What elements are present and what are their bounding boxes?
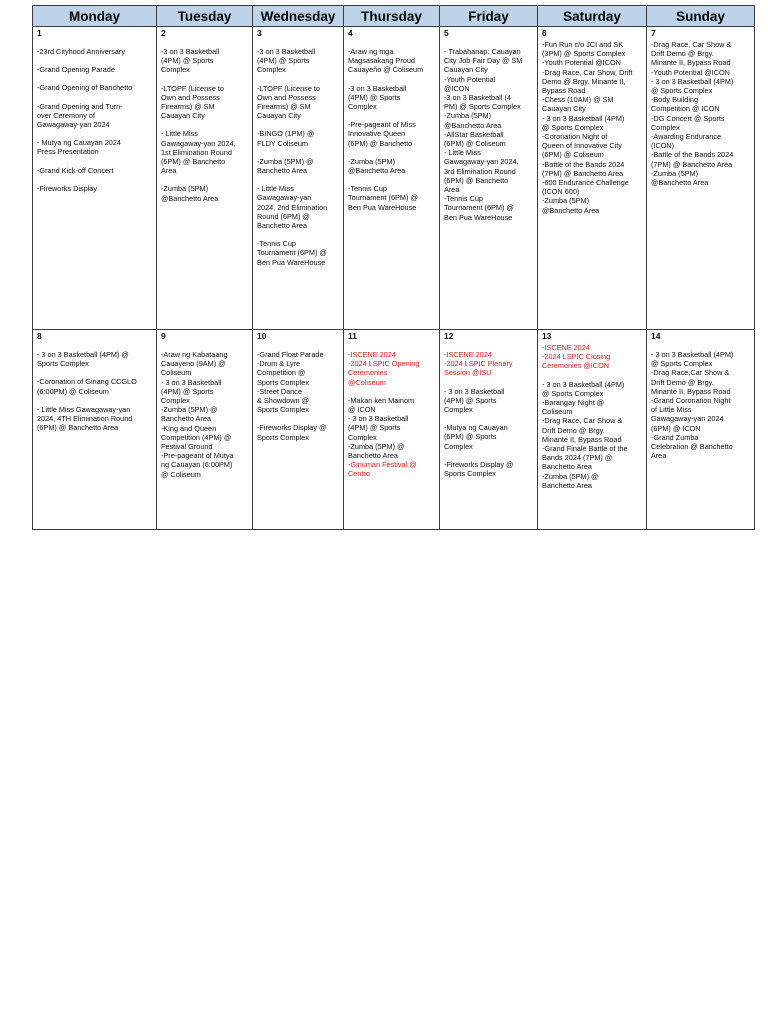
day-number: 14 [651, 331, 661, 341]
event-item: -Drag Race,Car Show & Drift Demo @ Brgy. Minante II, Bypass Road [651, 368, 731, 396]
event-item: - 3 on 3 Basketball (4PM) @ Sports Complex [444, 386, 505, 415]
event-item: - Little Miss Gawagaway-yan 2024, 3rd Elimination Round (6PM) @ Banchetto Area [444, 148, 519, 195]
event-item: -AllStar Basketball (6PM) @ Coliseum [444, 129, 506, 149]
event-item: -Araw ng mga Magsasakang Proud Cauayeño @ Coliseum [348, 47, 424, 75]
day-header-row [33, 6, 755, 27]
event-item: -Ginuman Festival @ Centro [348, 460, 417, 479]
day-number: 5 [444, 28, 449, 38]
event-item: -3 on 3 Basketball (4 PM) @ Sports Complex [444, 93, 521, 112]
event-item: -Chess (10AM) @ SM Cauayan City [542, 95, 614, 114]
day-header-thursday: Thursday [344, 6, 440, 27]
day-cell [157, 27, 253, 330]
event-item: -Fun Run c/o JCI and SK (3PM) @ Sports Complex [542, 40, 626, 59]
event-item: -Drag Race, Car Show & Drift Demo @ Brgy. Minante II, Bypass Road [651, 40, 732, 68]
day-number: 3 [257, 28, 262, 38]
event-item: -Drum & Lyre Competition @ Sports Complex [257, 359, 309, 387]
event-item: -ISCENE 2024 [348, 350, 396, 359]
day-cell [344, 330, 440, 530]
event-item: -2024 LSPIC Closing Ceremonies @ICON [542, 352, 611, 371]
event-item: -Zumba (5PM) @Banchetto Area [348, 156, 406, 176]
event-item: - 3 on 3 Basketball (4PM) @ Sports Complex [651, 76, 734, 96]
day-header-sunday: Sunday [647, 6, 755, 27]
event-item: -Mutya ng Cauayan (6PM) @ Sports Complex [444, 423, 508, 451]
event-item: -Body Building Competition @ ICON [651, 95, 720, 114]
event-item: - Mutya ng Cauayan 2024 Press Presentation [37, 138, 121, 157]
day-cell [253, 27, 344, 330]
event-item: -Pre-pageant of Miss Innovative Queen (6PM) @ Banchetto [348, 120, 416, 148]
day-cell [157, 330, 253, 530]
event-item: -Fireworks Display @ Sports Complex [444, 459, 514, 479]
event-item: -Battle of the Bands 2024 (7PM) @ Banchetto Area [651, 150, 734, 169]
day-header-tuesday: Tuesday [157, 6, 253, 27]
day-number: 10 [257, 331, 267, 341]
event-item: -Zumba (5PM) @ Banchetto Area [257, 156, 314, 176]
event-item: -Zumba (5PM) @ Banchetto Area [542, 471, 599, 490]
event-item: - 3 on 3 Basketball (4PM) @ Sports Complex [542, 379, 625, 398]
event-item: -Awarding Endurance (ICON) [651, 132, 722, 151]
event-item: -BINGO (1PM) @ FLDY Coliseum [257, 129, 315, 148]
event-item: -Street Dance & Showdown @ Sports Complex [257, 386, 310, 415]
event-item: -LTOPF (License to Own and Possess Firearms) @ SM Cauayan City [161, 83, 224, 121]
event-item: - Trabahanap: Cauayan City Job Fair Day @ SM Cauayan City [444, 47, 523, 75]
event-item: -Tennis Cup Tournament (6PM) @ Ben Pua WareHouse [348, 184, 418, 212]
day-cell [440, 330, 538, 530]
event-item: -Zumba (5PM) @ Banchetto Area [161, 405, 218, 424]
event-item: -Fireworks Display [37, 183, 98, 193]
event-item: -Zumba (5PM) @Banchetto Area [161, 184, 219, 203]
day-header-wednesday: Wednesday [253, 6, 344, 27]
event-item: -Zumba (5PM) @ Banchetto Area [348, 441, 405, 461]
event-item: - 3 on 3 Basketball (4PM) @ Sports Complex [348, 414, 409, 442]
event-item: - 3 on 3 Basketball (4PM) @ Sports Complex [161, 377, 222, 406]
day-cell [344, 27, 440, 330]
day-number: 13 [542, 331, 552, 341]
event-item: -3 on 3 Basketball (4PM) @ Sports Complex [257, 47, 316, 75]
event-item: -Grand Opening Parade [37, 65, 115, 75]
event-item: -Drag Race, Car Show, Drift Demo @ Brgy. Minante II, Bypass Road [542, 67, 633, 96]
event-item: -3 on 3 Basketball (4PM) @ Sports Complex [161, 47, 220, 75]
day-cell [440, 27, 538, 330]
event-item: -Makan ken Mainom @ ICON [348, 395, 415, 415]
event-item: -ISCENE 2024 [542, 343, 590, 352]
event-item: -Zumba (5PM) @Banchetto Area [651, 168, 709, 188]
event-calendar [32, 5, 755, 530]
day-number: 1 [37, 28, 42, 38]
day-header-monday: Monday [33, 6, 157, 27]
day-cell [538, 330, 647, 530]
event-item: - 3 on 3 Basketball (4PM) @ Sports Complex [542, 113, 625, 132]
event-item: -Tennis Cup Tournament (6PM) @ Ben Pua WareHouse [257, 239, 327, 267]
event-item: -ISCENE 2024 [444, 350, 492, 359]
day-number: 6 [542, 28, 547, 38]
day-number: 2 [161, 28, 166, 38]
week-row [33, 27, 755, 330]
event-item: -Grand Opening and Turn- over Ceremony of Gawagaway-yan 2024 [37, 101, 123, 130]
event-item: -Drag Race, Car Show & Drift Demo @ Brgy. Minante II, Bypass Road [542, 416, 623, 444]
event-item: -Zumba (5PM) @Banchetto Area [542, 196, 600, 215]
day-number: 4 [348, 28, 353, 38]
event-item: -Araw ng Kabataang Cauayeno (9AM) @ Coliseum [161, 350, 228, 378]
day-cell [33, 330, 157, 530]
event-item: -Coronation Night of Queen of Innovative City (6PM) @ Coliseum [542, 132, 622, 160]
event-item: -Grand Opening of Banchetto [37, 83, 133, 93]
event-item: -Zumba (5PM) @Banchetto Area [444, 111, 502, 130]
week-row [33, 330, 755, 530]
event-item: -23rd Cityhood Anniversary [37, 47, 126, 56]
event-item: -2024 LSPIC Plenary Session @ISU [444, 359, 513, 378]
event-item: -Youth Potential @ICON [542, 58, 621, 68]
day-number: 12 [444, 331, 454, 341]
day-cell [33, 27, 157, 330]
event-item: - Little Miss Gawagaway-yan 2024, 2nd Elimination Round (6PM) @ Banchetto Area [257, 184, 328, 231]
event-item: - Little Miss Gawagaway-yan 2024, 4TH Elimination Round (6PM) @ Banchetto Area [37, 404, 133, 433]
event-item: -Grand Zumba Celebration @ Banchetto Area [651, 432, 733, 461]
event-item: -Grand Kick-off Concert [37, 165, 114, 175]
event-item: -Coronation of Ginang CCGLO (6:00PM) @ Coliseum [37, 377, 137, 396]
day-header-friday: Friday [440, 6, 538, 27]
event-item: - Little Miss Gawagaway-yan 2024, 1st Elimination Round (6PM) @ Banchetto Area [161, 129, 236, 176]
day-cell [647, 330, 755, 530]
day-cell [647, 27, 755, 330]
day-cell [538, 27, 647, 330]
event-item: -2024 LSPIC Opening Ceremonies @Coliseum [348, 359, 420, 387]
event-item: -Grand Float Parade [257, 350, 324, 359]
day-cell [253, 330, 344, 530]
event-item: -Pre-pageant of Mutya ng Cauayan (6:00PM) @ Coliseum [161, 451, 234, 479]
event-item: -3 on 3 Basketball (4PM) @ Sports Complex [348, 83, 407, 112]
event-item: -Tennis Cup Tournament (6PM) @ Ben Pua WareHouse [444, 194, 514, 222]
event-item: -Fireworks Display @ Sports Complex [257, 423, 327, 442]
event-item: -Youth Potential @ICON [444, 74, 496, 93]
event-item: -LTOPF (License to Own and Possess Firearms) @ SM Cauayan City [257, 83, 320, 121]
event-item: -King and Queen Competition (4PM) @ Festival Ground [161, 423, 232, 452]
event-item: -Barangay Night @ Coliseum [542, 398, 605, 417]
event-item: -Youth Potential @ICON [651, 67, 730, 77]
day-number: 9 [161, 331, 166, 341]
event-item: -600 Endurance Challenge (ICON 600) [542, 178, 629, 197]
event-item: - 3 on 3 Basketball (4PM) @ Sports Complex [651, 350, 734, 369]
day-number: 7 [651, 28, 656, 38]
event-item: -DG Concert @ Sports Complex [651, 113, 725, 132]
event-item: - 3 on 3 Basketball (4PM) @ Sports Complex [37, 350, 129, 369]
day-number: 11 [348, 331, 357, 341]
event-item: -Battle of the Bands 2024 (7PM) @ Banchetto Area [542, 159, 625, 178]
day-number: 8 [37, 331, 42, 341]
event-item: -Grand Coronation Night of Little Miss Gawagaway-yan 2024 (6PM) @ ICON [651, 396, 731, 433]
day-header-saturday: Saturday [538, 6, 647, 27]
event-item: -Grand Finale Battle of the Bands 2024 (7PM) @ Banchetto Area [542, 444, 628, 472]
